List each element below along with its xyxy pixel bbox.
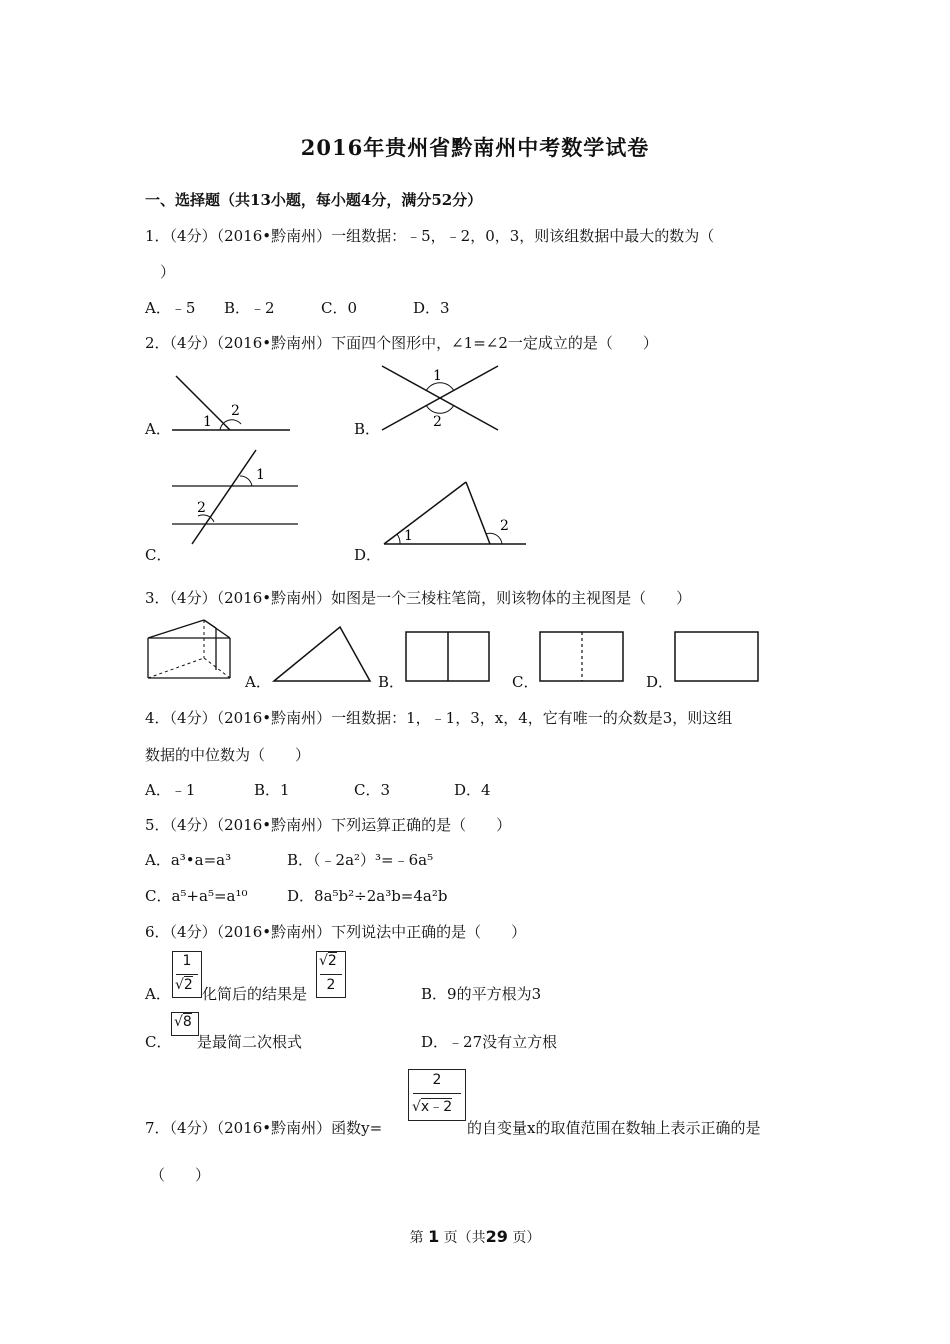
q2-label-d: D． [354, 546, 382, 564]
q1-stem: 1．（4分）（2016•黔南州）一组数据：﹣5，﹣2，0，3，则该组数据中最大的数为（ [145, 227, 715, 245]
section-heading: 一、选择题（共13小题，每小题4分，满分52分） [145, 191, 483, 209]
q6-option-d: D．﹣27没有立方根 [421, 1033, 558, 1051]
q5-stem: 5．（4分）（2016•黔南州）下列运算正确的是（ ） [145, 816, 512, 834]
q6-fraction-root2-over-2: √2 2 [316, 951, 346, 998]
q3-option-c-rect [539, 631, 625, 683]
q3-option-a-triangle [270, 623, 374, 683]
q1-option-d: D．3 [413, 299, 450, 317]
q2-stem: 2．（4分）（2016•黔南州）下面四个图形中，∠1=∠2一定成立的是（ ） [145, 334, 658, 352]
q6-option-b: B．9的平方根为3 [421, 985, 542, 1003]
q4-option-c: C．3 [354, 781, 391, 799]
q7-fraction: 2 √x﹣2 [408, 1069, 466, 1121]
footer-suffix: 页） [512, 1230, 541, 1246]
footer-total-pages: 29 [485, 1227, 508, 1246]
svg-text:1: 1 [203, 414, 212, 430]
q1-option-c: C．0 [321, 299, 358, 317]
q4-option-a: A．﹣1 [145, 781, 196, 799]
q5-option-b: B．（﹣2a²）³=﹣6a⁵ [287, 851, 434, 869]
q2-label-a: A． [145, 420, 171, 438]
q2-figure-c [168, 448, 300, 548]
q2-figure-d [380, 478, 530, 548]
svg-text:2: 2 [500, 518, 509, 534]
q3-option-b-rect [405, 631, 491, 683]
q2-figure-b [378, 362, 503, 434]
q6-option-c-text: 是最简二次根式 [197, 1033, 303, 1051]
q2-label-b: B． [354, 420, 381, 438]
q3-prism-figure [144, 616, 236, 680]
svg-text:1: 1 [433, 368, 442, 384]
svg-text:2: 2 [197, 500, 206, 516]
q1-option-b: B．﹣2 [224, 299, 275, 317]
q7-stem-end: （ ） [150, 1166, 211, 1184]
q6-fraction-one-over-root2: 1 √2 [172, 951, 202, 998]
q6-option-c-prefix: C． [145, 1033, 172, 1051]
svg-text:1: 1 [404, 528, 413, 544]
q5-option-d: D．8a⁵b²÷2a³b=4a²b [287, 887, 448, 905]
q3-label-a: A． [245, 673, 271, 691]
q6-stem: 6．（4分）（2016•黔南州）下列说法中正确的是（ ） [145, 923, 527, 941]
q3-stem: 3．（4分）（2016•黔南州）如图是一个三棱柱笔筒，则该物体的主视图是（ ） [145, 589, 692, 607]
q2-label-c: C． [145, 546, 172, 564]
q7-stem-suffix: 的自变量x的取值范围在数轴上表示正确的是 [467, 1119, 761, 1137]
footer-page-number: 1 [428, 1227, 440, 1246]
page-title: 2016年贵州省黔南州中考数学试卷 [300, 135, 650, 160]
q1-stem-end: ） [160, 263, 176, 281]
svg-text:2: 2 [433, 414, 442, 430]
q6-option-a-text: 化简后的结果是 [202, 985, 308, 1003]
q3-label-d: D． [646, 673, 674, 691]
q6-option-a-prefix: A． [145, 985, 171, 1003]
footer-middle: 页（共 [443, 1230, 486, 1246]
q4-stem: 4．（4分）（2016•黔南州）一组数据：1，﹣1，3，x，4，它有唯一的众数是3，则这组 [145, 709, 733, 727]
q3-label-b: B． [378, 673, 405, 691]
q4-option-b: B．1 [254, 781, 290, 799]
svg-text:2: 2 [231, 403, 240, 419]
q2-figure-a [168, 372, 293, 436]
page-footer [0, 1227, 950, 1247]
q1-option-a: A．﹣5 [145, 299, 196, 317]
q6-root8: √8 [171, 1012, 199, 1036]
q3-option-d-rect [674, 631, 760, 683]
q3-label-c: C． [512, 673, 539, 691]
q5-option-c: C．a⁵+a⁵=a¹⁰ [145, 887, 248, 905]
svg-text:1: 1 [256, 467, 265, 483]
q7-stem-prefix: 7．（4分）（2016•黔南州）函数y= [145, 1119, 383, 1137]
footer-prefix: 第 [409, 1230, 424, 1246]
q4-option-d: D．4 [454, 781, 491, 799]
q5-option-a: A．a³•a=a³ [145, 851, 232, 869]
q4-stem-2: 数据的中位数为（ ） [145, 746, 311, 764]
